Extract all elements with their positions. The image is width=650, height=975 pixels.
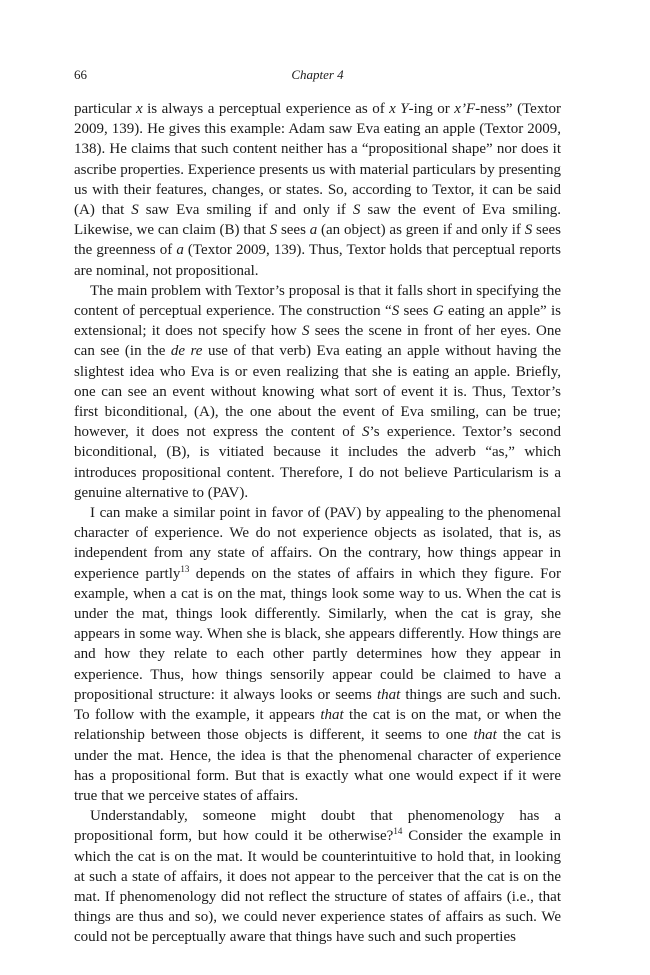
italic-text: S bbox=[391, 303, 400, 320]
text-run: sees bbox=[399, 303, 433, 320]
italic-text: S bbox=[131, 202, 139, 219]
text-run: depends on the states of affairs in which they figure. For example, when a cat is on the mat, things look some way to us. When the cat is under the mat, things look differently. Similarly, when the cat is gray, she appears in some way. When she is black, she appears differently. How things are and how they relate to each other partly determines how they appear in experience. Thus, how things sensorily appear could be claimed to have a propositional structure: it always looks or seems bbox=[74, 565, 561, 703]
paragraph bbox=[74, 99, 561, 281]
body-text bbox=[74, 99, 561, 948]
text-run: sees bbox=[277, 222, 310, 239]
text-run: use of that verb) Eva eating an apple without having the slightest idea who Eva is or even realizing that she is eating an apple. Briefly, one can see an event without knowing what sort of event it is. Thus, Textor’s first biconditional, (A), the one about the event of Eva smiling, can be true; however, it does not express the content of bbox=[74, 343, 561, 441]
text-run: sees the greenness of bbox=[74, 222, 561, 259]
text-run: the cat is on the mat, or when the relationship between those objects is different, it seems to one bbox=[74, 707, 561, 744]
text-run: -ing or bbox=[408, 101, 455, 117]
italic-text: S bbox=[352, 202, 361, 219]
italic-text: that bbox=[320, 707, 344, 724]
paragraph bbox=[74, 806, 561, 947]
italic-text: S bbox=[362, 424, 370, 441]
italic-text: a bbox=[309, 222, 318, 239]
italic-text: x’F bbox=[454, 101, 476, 117]
italic-text: that bbox=[473, 727, 497, 744]
footnote-marker: 13 bbox=[180, 563, 190, 574]
italic-text: S bbox=[269, 222, 278, 239]
italic-text: x bbox=[135, 101, 143, 117]
italic-text: S bbox=[524, 222, 533, 239]
text-run: eating an apple” is extensional; it does not specify how bbox=[74, 303, 561, 340]
text-run: sees the scene in front of her eyes. One can see (in the bbox=[74, 323, 561, 360]
text-run: particular bbox=[74, 101, 136, 117]
text-run: Consider the example in which the cat is on the mat. It would be counterintuitive to hold that, in looking at such a state of affairs, it does not appear to the perceiver that the cat is on the mat. If phenomenology did not reflect the structure of states of affairs (i.e., that things are thus and so), we could never experience states of affairs as such. We could not be perceptually aware that things have such and such properties bbox=[74, 828, 562, 946]
text-run: (Textor 2009, 139). Thus, Textor holds that perceptual reports are nominal, not propositional. bbox=[74, 242, 562, 279]
text-run: saw the event of Eva smiling. Likewise, we can claim (B) that bbox=[74, 202, 561, 239]
text-run: Understandably, someone might doubt that phenomenology has a propositional form, but how could it be otherwise? bbox=[74, 808, 561, 845]
text-run: (an object) as green if and only if bbox=[317, 222, 525, 239]
italic-text: a bbox=[176, 242, 184, 259]
text-run: things are such and such. To follow with the example, it appears bbox=[74, 686, 562, 724]
text-run: -ness” (Textor 2009, 139). He gives this example: Adam saw Eva eating an apple (Textor 2009, 138). He claims that such content neither has a “propositional shape” nor does it ascribe properties. Experience presents us with material particulars by presenting us with their features, changes, or states. So, according to Textor, it can be said (A) that bbox=[74, 101, 562, 219]
italic-text: S bbox=[301, 323, 310, 340]
italic-text: de re bbox=[170, 343, 203, 360]
text-run: saw Eva smiling if and only if bbox=[138, 202, 353, 219]
text-run: is always a perceptual experience as of bbox=[142, 101, 390, 117]
footnote-marker: 14 bbox=[393, 826, 403, 837]
italic-text: G bbox=[432, 303, 444, 320]
italic-text: x Y bbox=[389, 101, 409, 117]
paragraph bbox=[74, 281, 561, 503]
text-run: The main problem with Textor’s proposal is that it falls short in specifying the content of perceptual experience. The construction “ bbox=[74, 282, 561, 320]
running-header bbox=[74, 67, 561, 85]
page-number: 66 bbox=[74, 67, 87, 82]
paragraph bbox=[74, 503, 561, 806]
text-run: the cat is under the mat. Hence, the idea is that the phenomenal character of experience has a propositional form. But that is exactly what one would expect if it were true that we perceive states of affairs. bbox=[74, 727, 561, 804]
text-run: ’s experience. Textor’s second biconditional, (B), is vitiated because it includes the adverb “as,” which introduces propositional content. Therefore, I do not believe Particularism is a genuine alternative to (PAV). bbox=[74, 424, 561, 501]
chapter-title: Chapter 4 bbox=[291, 67, 344, 82]
text-run: I can make a similar point in favor of (PAV) by appealing to the phenomenal character of experience. We do not experience objects as isolated, that is, as independent from any state of affairs. On the contrary, how things appear in experience partly bbox=[74, 505, 561, 582]
italic-text: that bbox=[376, 686, 401, 703]
